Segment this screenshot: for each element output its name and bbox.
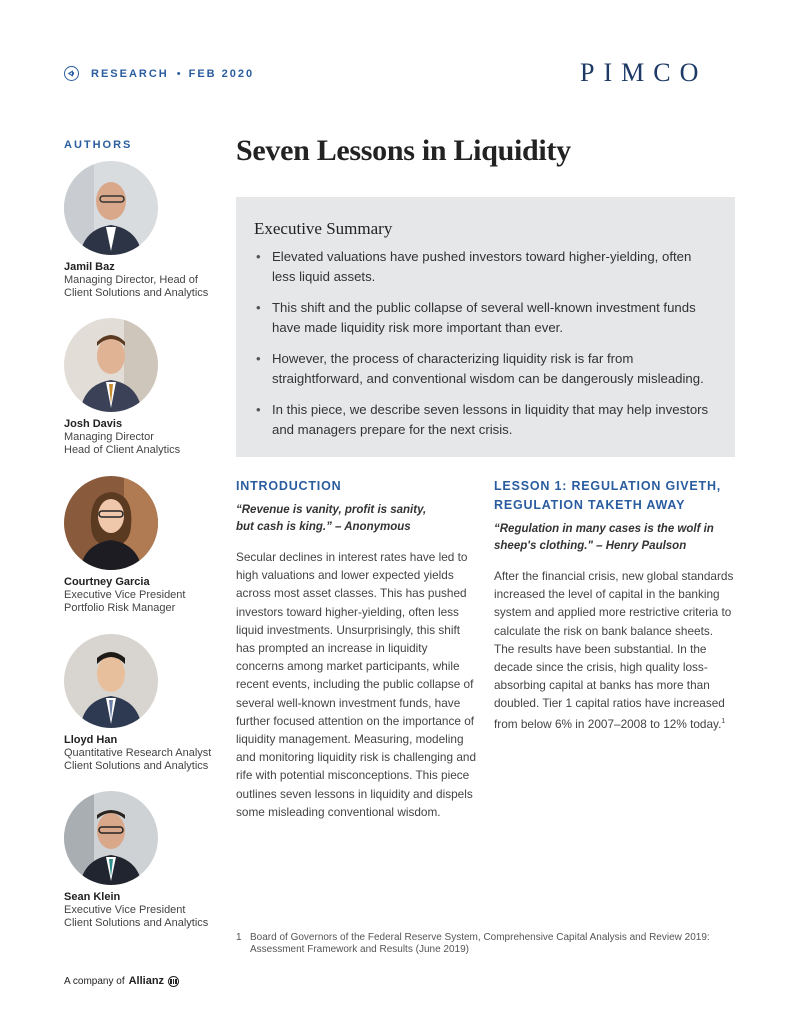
summary-bullet: • However, the process of characterizing liquidity risk is far from straightforward, and conventional wisdom can be dangerously misleading. <box>254 349 713 389</box>
footnote-line: Assessment Framework and Results (June 2019) <box>250 944 469 955</box>
kicker-date: FEB 2020 <box>188 67 255 80</box>
kicker-type: RESEARCH <box>91 67 169 80</box>
quote-line: “Revenue is vanity, profit is sanity, <box>236 504 427 516</box>
author-photo <box>64 161 158 255</box>
author-card <box>64 791 224 930</box>
author-photo <box>64 791 158 885</box>
author-name: Lloyd Han <box>64 734 118 746</box>
research-icon <box>64 66 79 81</box>
parent-company-prefix: A company of <box>64 975 125 987</box>
summary-bullet: • Elevated valuations have pushed investors toward higher-yielding, often less liquid assets. <box>254 247 713 287</box>
quote-line: sheep's clothing." – Henry Paulson <box>494 540 687 552</box>
introduction-quote <box>236 502 476 536</box>
author-role: Executive Vice President <box>64 589 186 601</box>
author-name: Jamil Baz <box>64 261 115 273</box>
parent-company-name: Allianz <box>128 975 165 987</box>
author-card <box>64 161 224 300</box>
author-name: Josh Davis <box>64 418 123 430</box>
introduction-body: Secular declines in interest rates have led to high valuations and lower expected yields across most asset classes. This has pushed investors toward higher-yielding, often less liquid investments. Unsurprisingly, this shift has prompted an increase in liquidity concerns among market participants, while recent events, including the public collapse of several well-known investment funds, have further focused attention on the importance of liquidity management. Measuring, modeling and monitoring liquidity risk is challenging and rife with potential misconceptions. This piece outlines seven lessons in liquidity and dispels some misleading conventional wisdom. <box>236 550 477 819</box>
author-role: Head of Client Analytics <box>64 444 181 456</box>
heading-line: REGULATION TAKETH AWAY <box>494 498 686 512</box>
lesson1-heading <box>494 477 734 515</box>
quote-line: “Regulation in many cases is the wolf in <box>494 523 714 535</box>
footnote-ref[interactable]: 1 <box>721 717 726 725</box>
author-role: Managing Director <box>64 431 154 443</box>
parent-company <box>64 975 179 987</box>
quote-line: but cash is king.” – Anonymous <box>236 521 411 533</box>
footnote-number: 1 <box>236 932 242 943</box>
author-photo <box>64 476 158 570</box>
author-role: Portfolio Risk Manager <box>64 602 176 614</box>
executive-summary <box>236 197 735 457</box>
author-name: Sean Klein <box>64 891 121 903</box>
author-role: Executive Vice President <box>64 904 186 916</box>
heading-line: LESSON 1: REGULATION GIVETH, <box>494 479 722 493</box>
kicker-separator: • <box>176 67 181 80</box>
lesson1-body-text: After the financial crisis, new global standards increased the level of capital in the banking system and applied more restrictive criteria to calculate the risk on bank balance sheets. The results have been substantial. In the decade since the crisis, high quality loss-absorbing capital at banks has more than doubled. Tier 1 capital ratios have increased from below 6% in 2007–2008 to 12% today. <box>494 569 734 731</box>
author-role: Managing Director, Head of <box>64 274 198 286</box>
author-name: Courtney Garcia <box>64 576 150 588</box>
author-card <box>64 634 224 773</box>
lesson1-quote <box>494 521 734 555</box>
author-role: Quantitative Research Analyst <box>64 747 212 759</box>
summary-list <box>254 247 713 440</box>
brand-logo: PIMCO <box>580 58 708 87</box>
summary-heading: Executive Summary <box>254 219 393 238</box>
footnote <box>236 932 736 956</box>
footnote-text <box>250 932 710 956</box>
author-card <box>64 318 224 457</box>
author-photo <box>64 634 158 728</box>
lesson1-section <box>494 477 734 733</box>
author-role: Client Solutions and Analytics <box>64 287 209 299</box>
summary-bullet: • This shift and the public collapse of several well-known investment funds have made liquidity risk more important than ever. <box>254 298 713 338</box>
authors-heading: AUTHORS <box>64 139 133 151</box>
page-title: Seven Lessons in Liquidity <box>236 134 571 167</box>
footnote-line: Board of Governors of the Federal Reserve System, Comprehensive Capital Analysis and Review 2019: <box>250 932 710 943</box>
author-role: Client Solutions and Analytics <box>64 917 209 929</box>
author-card <box>64 476 224 615</box>
introduction-section <box>236 477 476 821</box>
lesson1-body <box>494 567 734 733</box>
introduction-heading: INTRODUCTION <box>236 479 342 493</box>
author-role: Client Solutions and Analytics <box>64 760 209 772</box>
author-photo <box>64 318 158 412</box>
header-kicker <box>64 66 254 81</box>
summary-bullet: • In this piece, we describe seven lessons in liquidity that may help investors and managers prepare for the next crisis. <box>254 400 713 440</box>
allianz-logo-icon <box>168 976 179 987</box>
